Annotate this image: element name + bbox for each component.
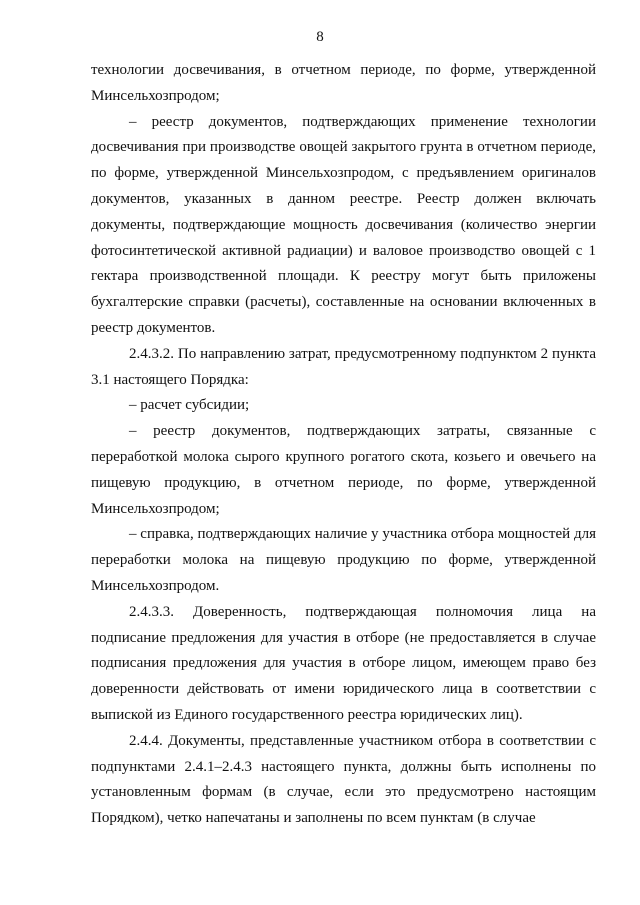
- paragraph-continuation: технологии досвечивания, в отчетном периоде, по форме, утвержденной Минсельхозпродом;: [91, 62, 596, 104]
- paragraph-subsidy-calculation: – расчет субсидии;: [129, 397, 250, 414]
- paragraph-section-2-4-3-2: 2.4.3.2. По направлению затрат, предусмотренному подпунктом 2 пункта 3.1 настоящего Порядка:: [91, 345, 596, 388]
- document-body: [91, 58, 596, 832]
- page-number: 8: [316, 29, 324, 45]
- paragraph-registry-milk: – реестр документов, подтверждающих затраты, связанные с переработкой молока сырого крупного рогатого скота, козьего и овечьего на пищевую продукцию, в отчетном периоде, по форме, утвержденной Минсельхозпродом;: [91, 423, 596, 517]
- paragraph-section-2-4-4: 2.4.4. Документы, представленные участником отбора в соответствии с подпунктами 2.4.1–2.4.3 настоящего пункта, должны быть исполнены по установленным формам (в случае, если это предусмотрено настоящим Порядком), четко напечатаны и заполнены по всем пунктам (в случае: [91, 732, 596, 827]
- paragraph-registry-lighting: – реестр документов, подтверждающих применение технологии досвечивания при производстве овощей закрытого грунта в отчетном периоде, по форме, утвержденной Минсельхозпродом, с предъявлением оригиналов документов, указанных в данном реестре. Реестр должен включать документы, подтверждающие мощность досвечивания (количество энергии фотосинтетической активной радиации) и валовое производство овощей с 1 гектара производственной площади. К реестру могут быть приложены бухгалтерские справки (расчеты), составленные на основании включенных в реестр документов.: [91, 113, 596, 336]
- paragraph-section-2-4-3-3: 2.4.3.3. Доверенность, подтверждающая полномочия лица на подписание предложения для участия в отборе (не предоставляется в случае подписания предложения для участия в отборе лицом, имеющем право без доверенности действовать от имени юридического лица в соответствии с выпиской из Единого государственного реестра юридических лиц).: [91, 603, 596, 723]
- paragraph-capacity-certificate: – справка, подтверждающих наличие у участника отбора мощностей для переработки молока на пищевую продукцию по форме, утвержденной Минсельхозпродом.: [91, 526, 596, 594]
